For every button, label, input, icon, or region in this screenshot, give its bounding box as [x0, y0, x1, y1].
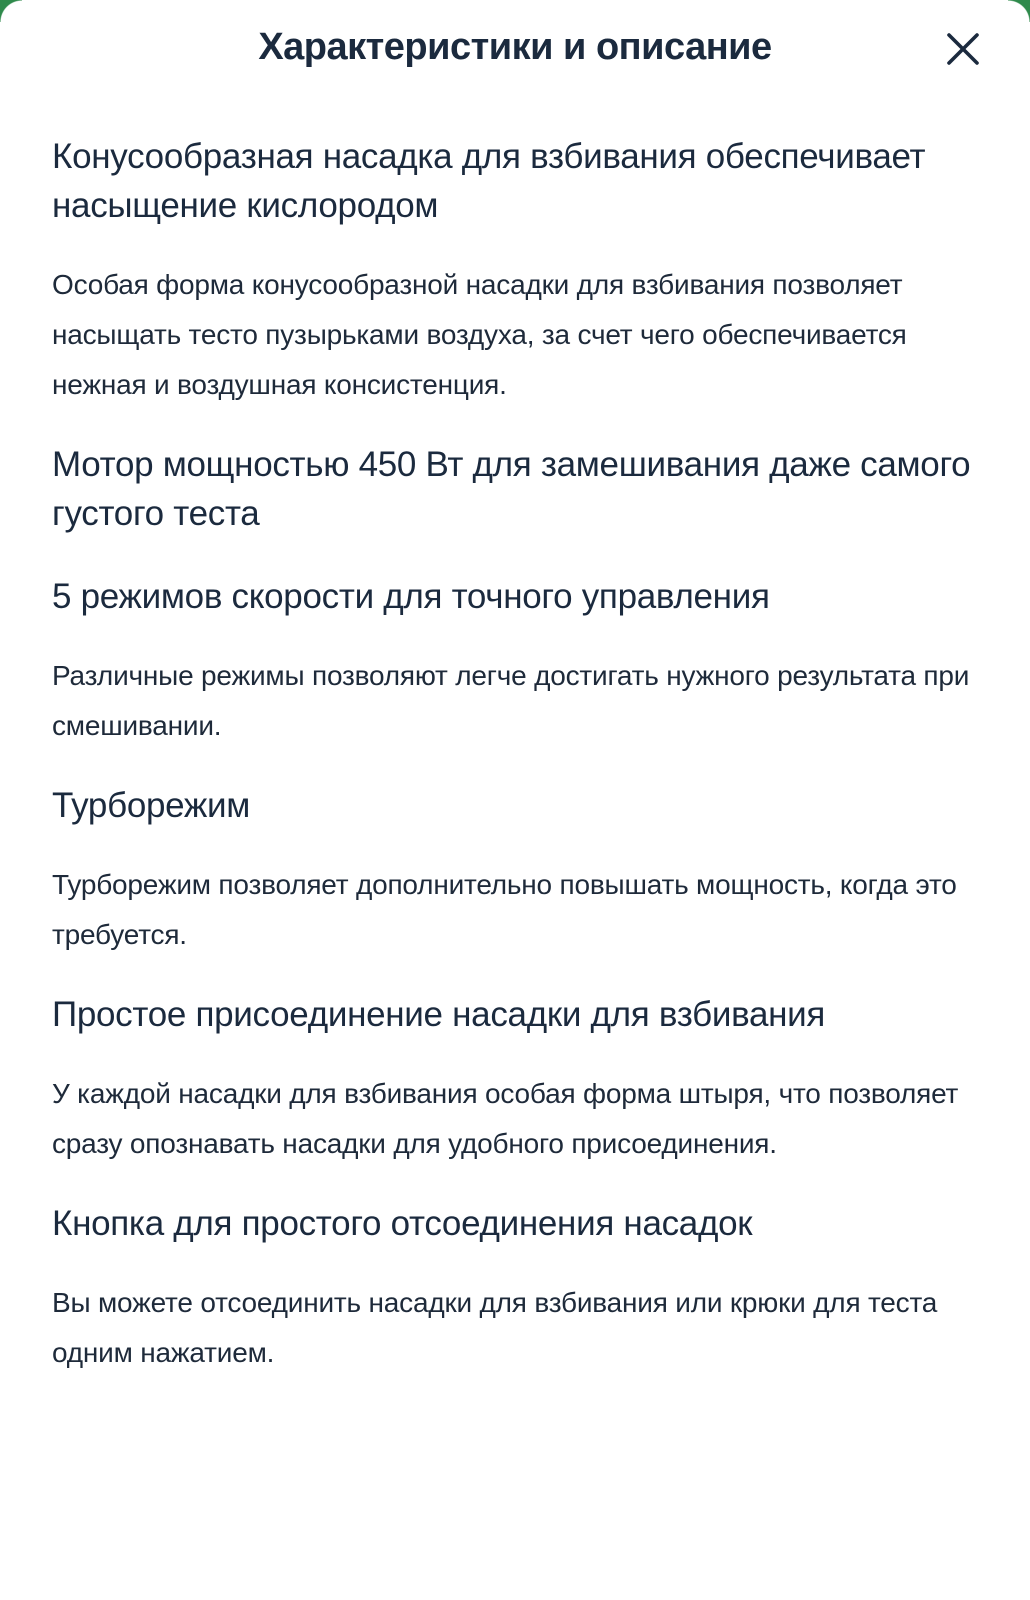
description-content — [52, 132, 992, 1378]
sheet-header — [0, 18, 1030, 80]
feature-description: Особая форма конусообразной насадки для взбивания позволяет насыщать тесто пузырьками воздуха, за счет чего обеспечивается нежная и воздушная консистенция. — [52, 269, 907, 400]
feature-heading: 5 режимов скорости для точного управления — [52, 577, 770, 616]
feature-heading: Турборежим — [52, 786, 251, 825]
feature-section — [52, 1199, 992, 1378]
feature-description: Различные режимы позволяют легче достигать нужного результата при смешивании. — [52, 660, 970, 741]
feature-heading: Кнопка для простого отсоединения насадок — [52, 1204, 753, 1243]
feature-section — [52, 572, 992, 751]
feature-heading: Мотор мощностью 450 Вт для замешивания даже самого густого теста — [52, 445, 971, 533]
feature-heading: Конусообразная насадка для взбивания обеспечивает насыщение кислородом — [52, 137, 926, 225]
feature-description: Вы можете отсоединить насадки для взбивания или крюки для теста одним нажатием. — [52, 1287, 938, 1368]
feature-description: У каждой насадки для взбивания особая форма штыря, что позволяет сразу опознавать насадки для удобного присоединения. — [52, 1078, 959, 1159]
close-icon — [946, 32, 980, 66]
close-button[interactable] — [940, 26, 986, 72]
sheet-title: Характеристики и описание — [258, 26, 772, 68]
feature-section — [52, 990, 992, 1169]
feature-section — [52, 781, 992, 960]
feature-section — [52, 132, 992, 410]
feature-heading: Простое присоединение насадки для взбивания — [52, 995, 826, 1034]
feature-section — [52, 440, 992, 538]
feature-description: Турборежим позволяет дополнительно повышать мощность, когда это требуется. — [52, 869, 957, 950]
